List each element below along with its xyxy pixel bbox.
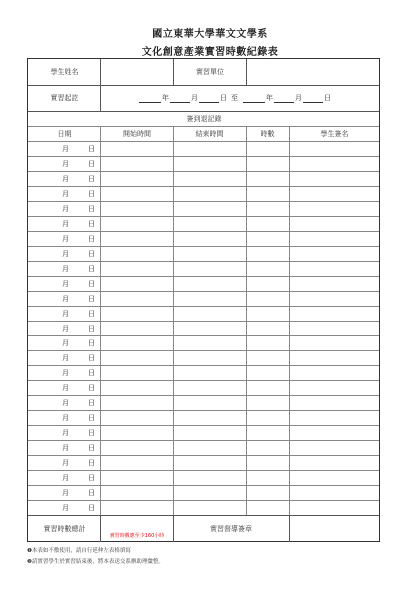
column-header-start-time: 開始時間 xyxy=(123,129,151,138)
column-header-student-signature: 學生簽名 xyxy=(320,129,349,138)
row-month-label: 月 xyxy=(62,159,69,168)
column-header-hours: 時數 xyxy=(260,129,275,138)
row-day-label: 日 xyxy=(88,369,95,378)
row-month-label: 月 xyxy=(62,219,69,228)
row-day-label: 日 xyxy=(88,294,95,303)
row-month-label: 月 xyxy=(62,339,69,348)
row-divider xyxy=(28,201,379,202)
row-day-label: 日 xyxy=(88,339,95,348)
row-divider xyxy=(28,500,379,501)
row-divider xyxy=(28,291,379,292)
day-label: 日 xyxy=(324,94,331,102)
row-divider xyxy=(28,321,379,322)
row-day-label: 日 xyxy=(88,459,95,468)
total-hours-label: 實習時數總計 xyxy=(43,524,86,533)
row-day-label: 日 xyxy=(88,309,95,318)
row-day-label: 日 xyxy=(88,414,95,423)
row-day-label: 日 xyxy=(88,189,95,198)
year-label: 年 xyxy=(162,94,169,102)
row-month-label: 月 xyxy=(62,309,69,318)
row-month-label: 月 xyxy=(62,189,69,198)
row-divider xyxy=(28,171,379,172)
document-title-department: 國立東華大學華文文學系 xyxy=(152,29,268,40)
row-month-label: 月 xyxy=(62,369,69,378)
row-divider xyxy=(28,410,379,411)
intern-unit-field[interactable] xyxy=(247,59,380,85)
row-month-label: 月 xyxy=(62,264,69,273)
row-divider xyxy=(28,350,379,351)
row-day-label: 日 xyxy=(88,264,95,273)
row-day-label: 日 xyxy=(88,204,95,213)
row-month-label: 月 xyxy=(62,324,69,333)
row-month-label: 月 xyxy=(62,249,69,258)
row-divider xyxy=(28,365,379,366)
row-day-label: 日 xyxy=(88,474,95,483)
row-day-label: 日 xyxy=(88,504,95,513)
month-label: 月 xyxy=(191,94,198,102)
row-divider xyxy=(28,440,379,441)
row-month-label: 月 xyxy=(62,279,69,288)
row-day-label: 日 xyxy=(88,324,95,333)
hours-record-table xyxy=(27,58,380,542)
row-divider xyxy=(28,455,379,456)
row-month-label: 月 xyxy=(62,474,69,483)
row-day-label: 日 xyxy=(88,249,95,258)
row-divider xyxy=(28,380,379,381)
row-day-label: 日 xyxy=(88,429,95,438)
row-day-label: 日 xyxy=(88,354,95,363)
row-month-label: 月 xyxy=(62,459,69,468)
row-day-label: 日 xyxy=(88,444,95,453)
column-header-date: 日期 xyxy=(57,129,72,138)
intern-unit-label: 實習單位 xyxy=(196,68,224,76)
row-month-label: 月 xyxy=(62,414,69,423)
row-month-label: 月 xyxy=(62,174,69,183)
row-divider xyxy=(28,156,379,157)
row-day-label: 日 xyxy=(88,159,95,168)
row-divider xyxy=(28,216,379,217)
row-day-label: 日 xyxy=(88,174,95,183)
row-divider xyxy=(28,186,379,187)
intern-period-label: 實習起訖 xyxy=(50,94,79,102)
total-hours-hint: 實習時數應至少160小時 xyxy=(109,533,165,539)
row-month-label: 月 xyxy=(62,354,69,363)
row-month-label: 月 xyxy=(62,444,69,453)
row-month-label: 月 xyxy=(62,399,69,408)
year-label: 年 xyxy=(266,94,273,102)
total-hours-field[interactable] xyxy=(101,515,173,542)
row-day-label: 日 xyxy=(88,489,95,498)
day-label: 日 xyxy=(220,94,227,102)
sign-in-section-title: 簽到退記錄 xyxy=(186,114,222,123)
row-month-label: 月 xyxy=(62,294,69,303)
row-divider xyxy=(28,425,379,426)
month-label: 月 xyxy=(295,94,302,102)
row-divider xyxy=(28,261,379,262)
note-submit-form: ❷請實習學生於實習結束後，將本表送交系辦助理彙整。 xyxy=(27,559,164,565)
row-month-label: 月 xyxy=(62,489,69,498)
row-day-label: 日 xyxy=(88,145,95,153)
row-divider xyxy=(28,306,379,307)
student-name-label: 學生姓名 xyxy=(50,68,79,76)
row-month-label: 月 xyxy=(62,429,69,438)
row-month-label: 月 xyxy=(62,234,69,243)
note-extend-table: ❶本表如不敷使用，請自行延伸左表格填寫 xyxy=(27,548,131,554)
supervisor-signature-field[interactable] xyxy=(289,515,380,542)
document-title-form: 文化創意產業實習時數紀錄表 xyxy=(141,47,279,58)
row-day-label: 日 xyxy=(88,234,95,243)
to-label: 至 xyxy=(231,94,238,102)
row-month-label: 月 xyxy=(62,384,69,393)
row-month-label: 月 xyxy=(62,504,69,513)
row-divider xyxy=(28,395,379,396)
row-month-label: 月 xyxy=(62,204,69,213)
row-divider xyxy=(28,231,379,232)
row-day-label: 日 xyxy=(88,219,95,228)
row-divider xyxy=(28,276,379,277)
row-day-label: 日 xyxy=(88,384,95,393)
row-divider xyxy=(28,246,379,247)
intern-period-dates[interactable] xyxy=(138,93,331,103)
row-day-label: 日 xyxy=(88,279,95,288)
row-day-label: 日 xyxy=(88,399,95,408)
supervisor-signature-label: 實習督導簽章 xyxy=(210,524,252,533)
row-month-label: 月 xyxy=(62,145,69,153)
row-divider xyxy=(28,485,379,486)
column-header-end-time: 結束時間 xyxy=(195,129,224,138)
row-divider xyxy=(28,335,379,336)
row-divider xyxy=(28,470,379,471)
